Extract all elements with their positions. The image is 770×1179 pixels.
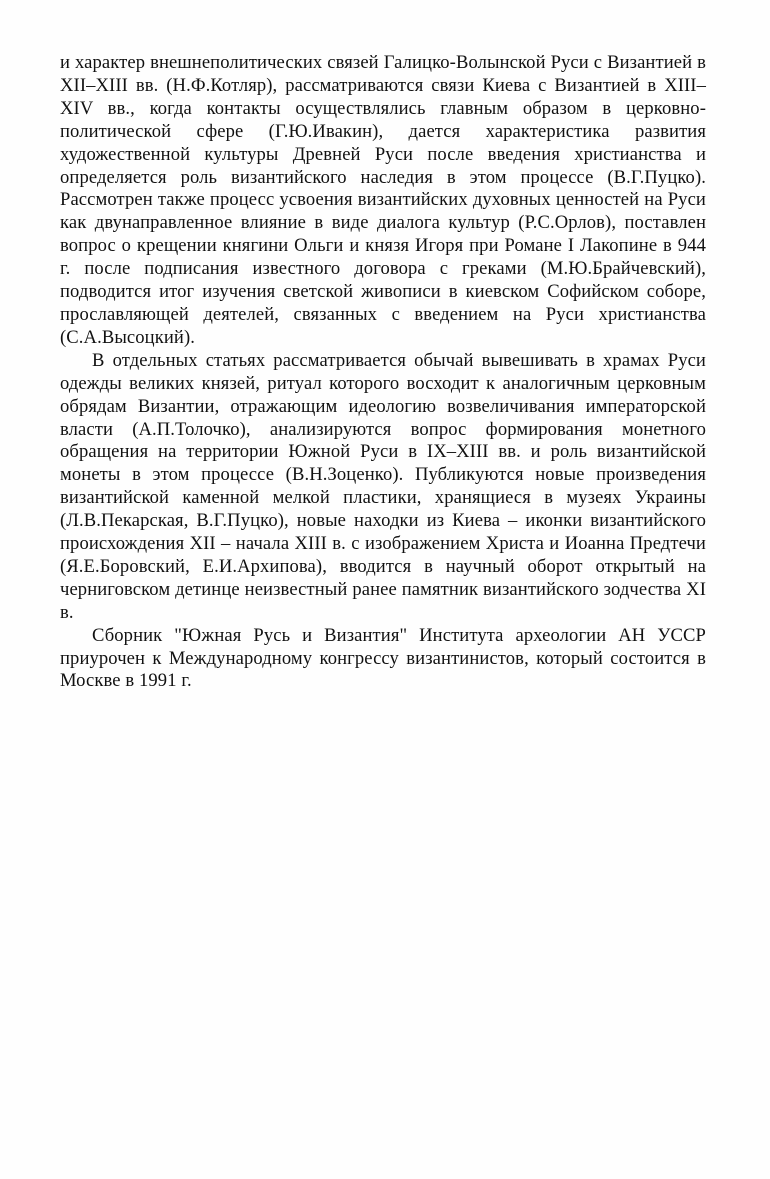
- text-body: [60, 52, 706, 693]
- paragraph-1: и характер внешнеполитических связей Галицко-Волынской Руси с Византией в XII–XIII вв. (Н.Ф.Котляр), рассматриваются связи Киева с Византией в XIII–XIV вв., когда контакты осуществлялись главным образом в церковно-политической сфере (Г.Ю.Ивакин), дается характеристика развития художественной культуры Древней Руси после введения христианства и определяется роль византийского наследия в этом процессе (В.Г.Пуцко). Рассмотрен также процесс усвоения византийских духовных ценностей на Руси как двунаправленное влияние в виде диалога культур (Р.С.Орлов), поставлен вопрос о крещении княгини Ольги и князя Игоря при Романе I Лакопине в 944 г. после подписания известного договора с греками (М.Ю.Брайчевский), подводится итог изучения светской живописи в киевском Софийском соборе, прославляющей деятелей, связанных с введением на Руси христианства (С.А.Высоцкий).: [60, 52, 706, 348]
- paragraph-2: В отдельных статьях рассматривается обычай вывешивать в храмах Руси одежды великих князей, ритуал которого восходит к аналогичным церковным обрядам Византии, отражающим идеологию возвеличивания императорской власти (А.П.Толочко), анализируются вопрос формирования монетного обращения на территории Южной Руси в IX–XIII вв. и роль византийской монеты в этом процессе (В.Н.Зоценко). Публикуются новые произведения византийской каменной мелкой пластики, хранящиеся в музеях Украины (Л.В.Пекарская, В.Г.Пуцко), новые находки из Киева – иконки византийского происхождения XII – начала XIII в. с изображением Христа и Иоанна Предтечи (Я.Е.Боровский, Е.И.Архипова), вводится в научный оборот открытый на черниговском детинце неизвестный ранее памятник византийского зодчества XI в.: [60, 349, 706, 623]
- paragraph-3: Сборник "Южная Русь и Византия" Института археологии АН УССР приурочен к Международному конгрессу византинистов, который состоится в Москве в 1991 г.: [60, 624, 706, 692]
